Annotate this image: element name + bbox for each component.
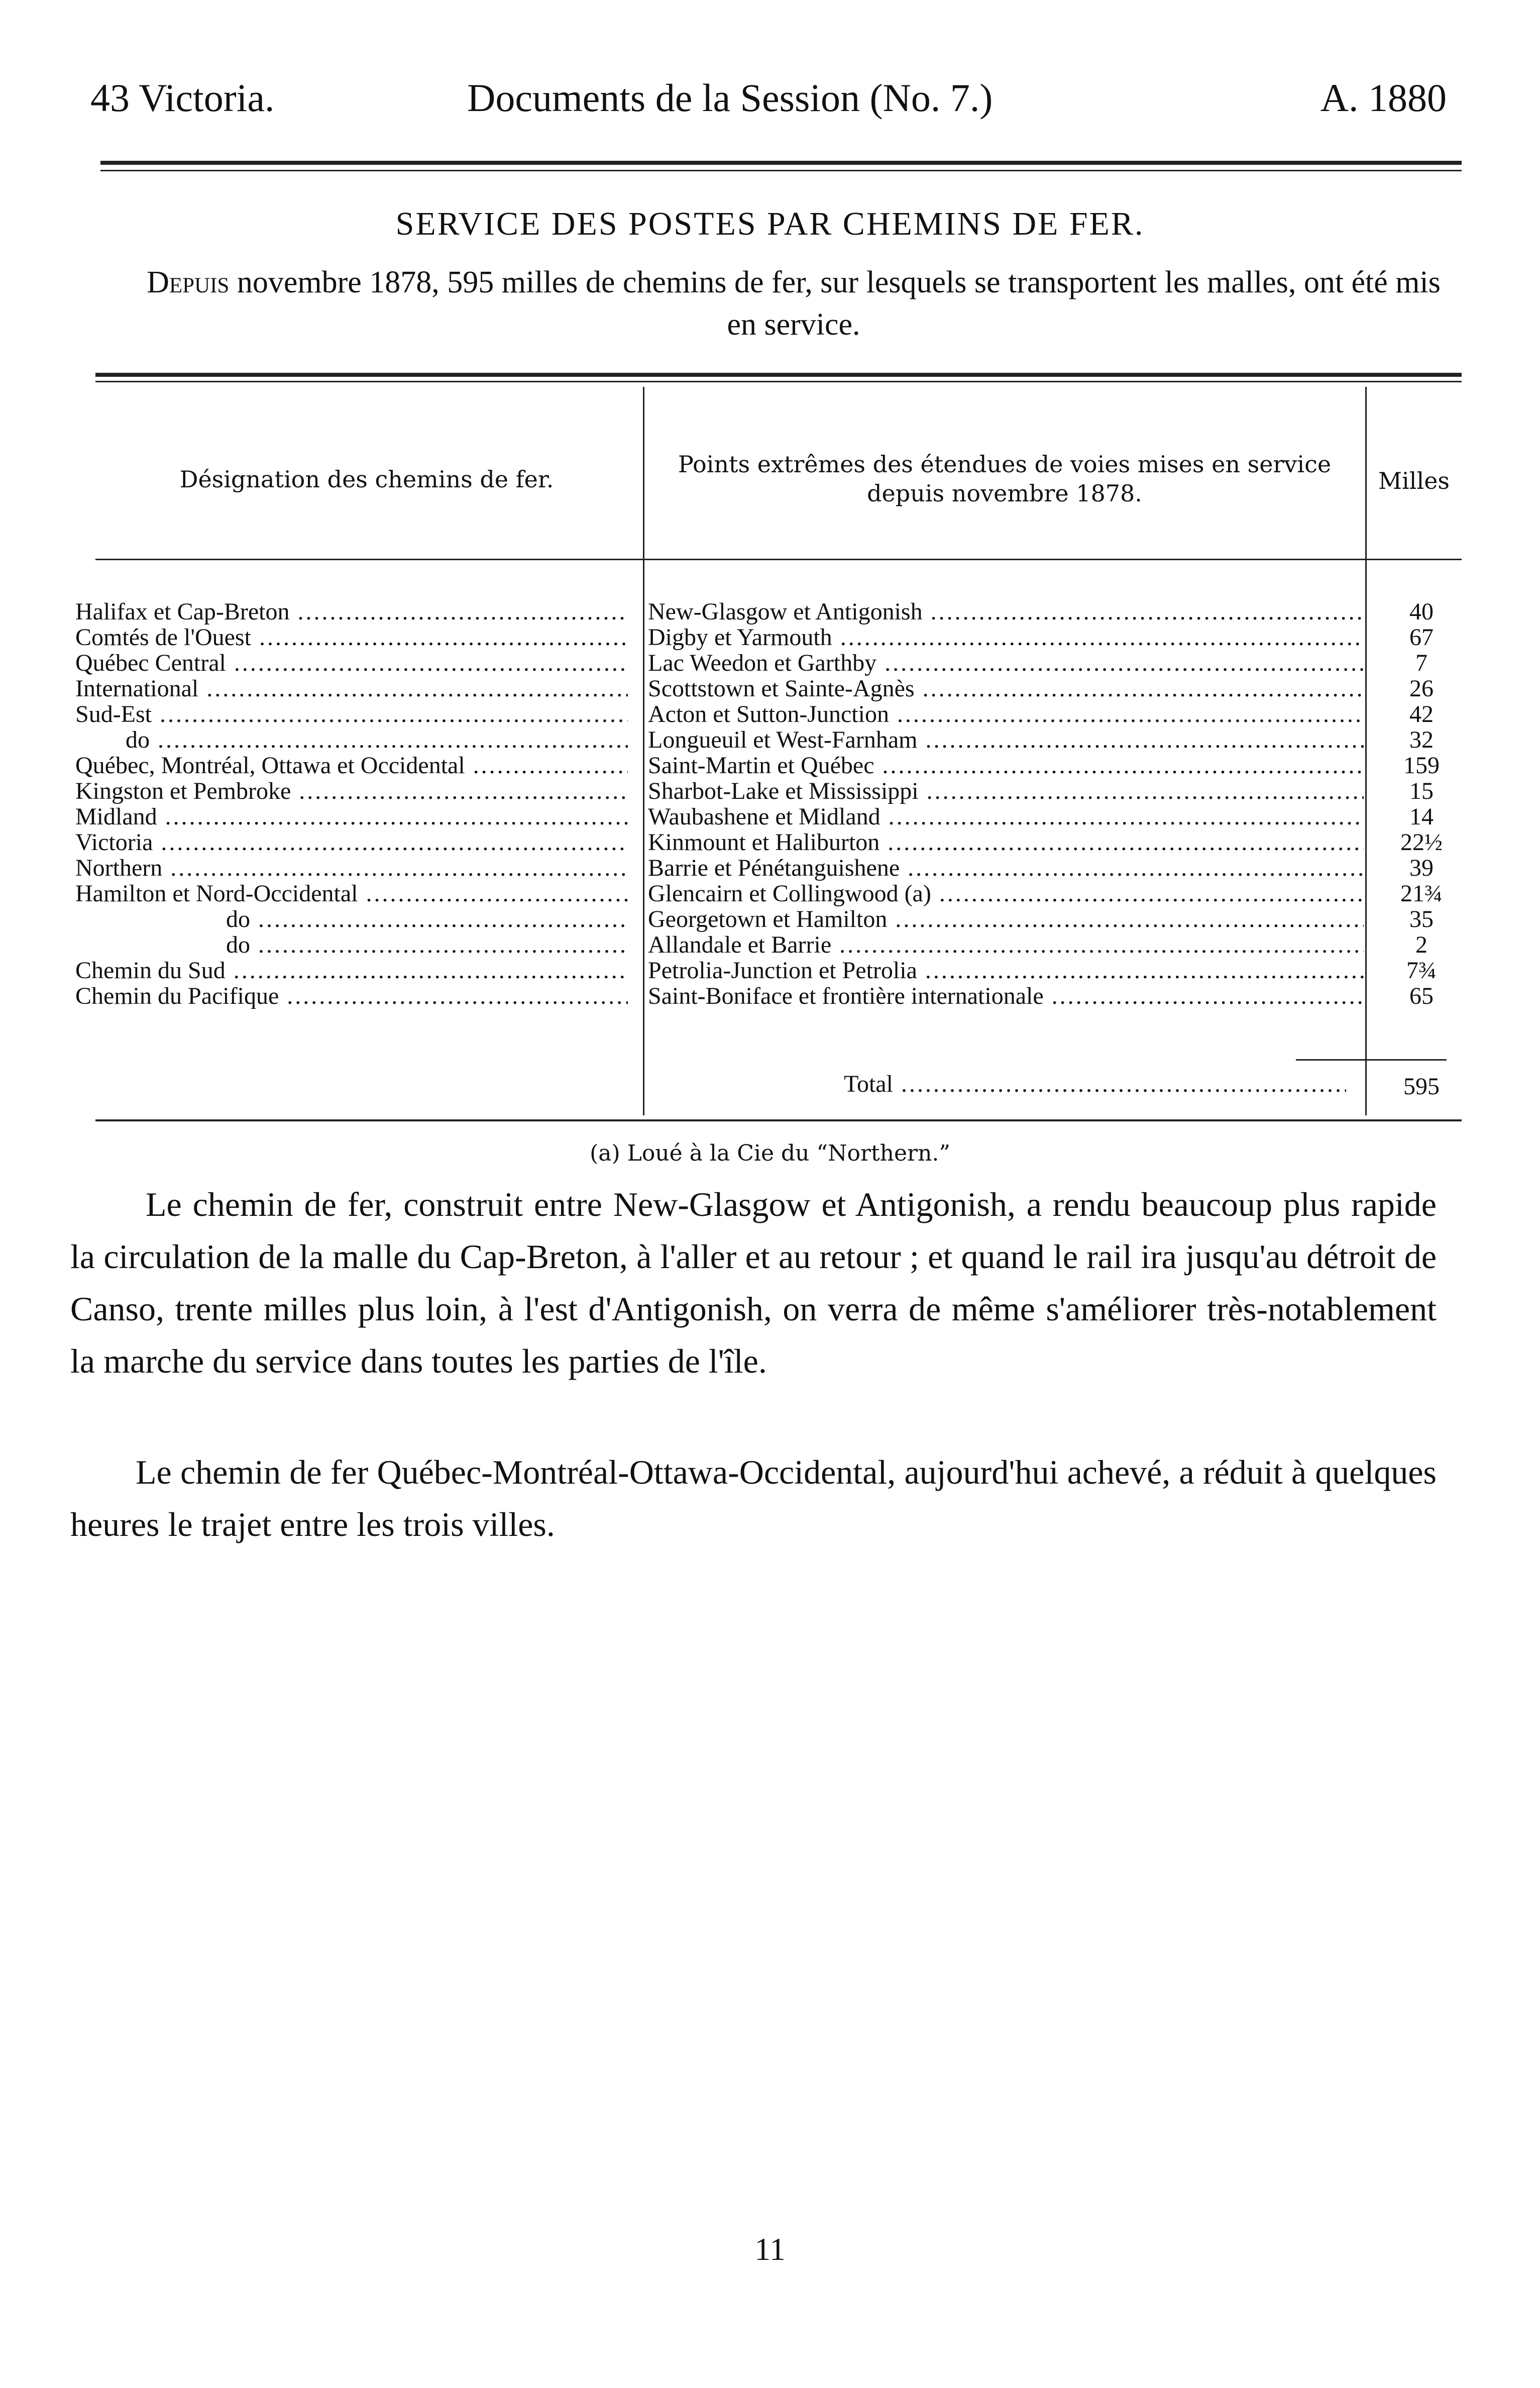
- railway-points: Saint-Martin et Québec .....: [648, 753, 1364, 778]
- table-row: [75, 958, 1467, 983]
- railway-points: Barrie et Pénétanguishene .....: [648, 855, 1364, 881]
- table-row: [75, 983, 1467, 1009]
- table-row: [75, 881, 1467, 906]
- railway-miles: 15: [1409, 778, 1434, 804]
- table-row: [75, 855, 1467, 881]
- header-year: A. 1880: [1320, 76, 1447, 120]
- railway-miles: 2: [1415, 931, 1427, 958]
- railway-name: Québec, Montréal, Ottawa et Occidental .....: [75, 753, 628, 778]
- railway-name: International .....: [75, 676, 628, 701]
- table-row: [75, 727, 1467, 753]
- header-session-title: Documents de la Session (No. 7.): [467, 76, 993, 120]
- railway-points: Digby et Yarmouth .....: [648, 625, 1364, 650]
- railway-miles: 7: [1415, 650, 1427, 676]
- table-row: [75, 932, 1467, 958]
- railway-points: Saint-Boniface et frontière internationale .....: [648, 983, 1364, 1009]
- table-top-rule-thin: [95, 381, 1462, 382]
- column-header-miles: Milles: [1378, 467, 1450, 494]
- total-value: 595: [1403, 1073, 1440, 1100]
- railway-miles: 39: [1409, 855, 1434, 881]
- railway-miles: 40: [1409, 598, 1434, 625]
- railway-points: Sharbot-Lake et Mississippi .....: [648, 778, 1364, 804]
- railway-miles: 26: [1409, 675, 1434, 702]
- railway-name: Northern .....: [75, 855, 628, 881]
- railway-points: Lac Weedon et Garthby .....: [648, 650, 1364, 676]
- railway-miles: 42: [1409, 701, 1434, 728]
- railway-miles: 35: [1409, 906, 1434, 932]
- railway-name: Hamilton et Nord-Occidental .....: [75, 881, 628, 906]
- page-number: 11: [754, 2231, 786, 2267]
- table-row: [75, 650, 1467, 676]
- railway-points: Petrolia-Junction et Petrolia .....: [648, 958, 1364, 983]
- table-body: [75, 599, 1467, 1009]
- railway-name: Chemin du Pacifique .....: [75, 983, 628, 1009]
- railway-name: Midland .....: [75, 804, 628, 829]
- body-paragraph: Le chemin de fer Québec-Montréal-Ottawa-Occidental, aujourd'hui achevé, a réduit à quelques heures le trajet entre les trois villes.: [70, 1453, 1437, 1543]
- railway-miles: 67: [1409, 624, 1434, 651]
- table-row: [75, 804, 1467, 829]
- intro-text: novembre 1878, 595 milles de chemins de fer, sur lesquels se transportent les malles, ont été mis en service.: [229, 265, 1441, 342]
- header-rule: [100, 161, 1462, 165]
- table-row: [75, 599, 1467, 625]
- table-row: [75, 829, 1467, 855]
- railway-name: Sud-Est .....: [75, 701, 628, 727]
- railway-points: Kinmount et Haliburton .....: [648, 829, 1364, 855]
- table-top-rule: [95, 373, 1462, 377]
- railway-miles: 65: [1409, 983, 1434, 1009]
- running-header: [80, 75, 1447, 136]
- railway-points: New-Glasgow et Antigonish .....: [648, 599, 1364, 625]
- railway-name: Québec Central .....: [75, 650, 628, 676]
- railway-name: Comtés de l'Ouest .....: [75, 625, 628, 650]
- railway-miles: 7¾: [1406, 957, 1437, 984]
- total-rule: [1296, 1059, 1447, 1061]
- table-row: [75, 753, 1467, 778]
- railway-miles: 14: [1409, 803, 1434, 830]
- railway-miles: 32: [1409, 726, 1434, 753]
- railway-name: Victoria .....: [75, 829, 628, 855]
- table-row: [75, 676, 1467, 701]
- railway-name: Halifax et Cap-Breton .....: [75, 599, 628, 625]
- intro-paragraph: [131, 261, 1457, 346]
- intro-lead: Depuis: [147, 265, 230, 299]
- body-paragraph: Le chemin de fer, construit entre New-Glasgow et Antigonish, a rendu beaucoup plus rapide la circulation de la malle du Cap-Breton, à l'aller et au retour ; et quand le rail ira jusqu'au détroit de Canso, trente milles plus loin, à l'est d'Antigonish, on verra de même s'améliorer très-notablement la marche du service dans toutes les parties de l'île.: [70, 1185, 1437, 1380]
- railway-name: Kingston et Pembroke .....: [75, 778, 628, 804]
- table-header-rule: [95, 559, 1462, 560]
- table-row: [75, 906, 1467, 932]
- railway-name: Chemin du Sud .....: [75, 958, 628, 983]
- railway-miles: 22½: [1400, 829, 1443, 856]
- railway-miles: 159: [1403, 752, 1440, 779]
- footnote: (a) Loué à la Cie du “Northern.”: [590, 1140, 950, 1166]
- table-row: [75, 778, 1467, 804]
- total-label: Total .....: [844, 1070, 1346, 1098]
- header-volume: 43 Victoria.: [90, 76, 275, 120]
- railway-points: Waubashene et Midland .....: [648, 804, 1364, 829]
- column-header-points: Points extrêmes des étendues de voies mises en service depuis novembre 1878.: [678, 451, 1332, 507]
- column-header-railway: Désignation des chemins de fer.: [179, 466, 554, 493]
- railway-points: Longueuil et West-Farnham .....: [648, 727, 1364, 753]
- railway-points: Allandale et Barrie .....: [648, 932, 1364, 958]
- railway-name-ditto: do .....: [75, 727, 628, 753]
- table-bottom-rule: [95, 1119, 1462, 1121]
- railway-points: Acton et Sutton-Junction .....: [648, 701, 1364, 727]
- table-row: [75, 625, 1467, 650]
- railway-miles: 21¾: [1400, 880, 1443, 907]
- railway-points: Scottstown et Sainte-Agnès .....: [648, 676, 1364, 701]
- page-title: SERVICE DES POSTES PAR CHEMINS DE FER.: [395, 205, 1145, 242]
- railway-points: Glencairn et Collingwood (a) .....: [648, 881, 1364, 906]
- table-row: [75, 701, 1467, 727]
- header-rule-thin: [100, 170, 1462, 171]
- railway-name-ditto: do .....: [75, 932, 628, 958]
- railway-points: Georgetown et Hamilton .....: [648, 906, 1364, 932]
- railway-name-ditto: do .....: [75, 906, 628, 932]
